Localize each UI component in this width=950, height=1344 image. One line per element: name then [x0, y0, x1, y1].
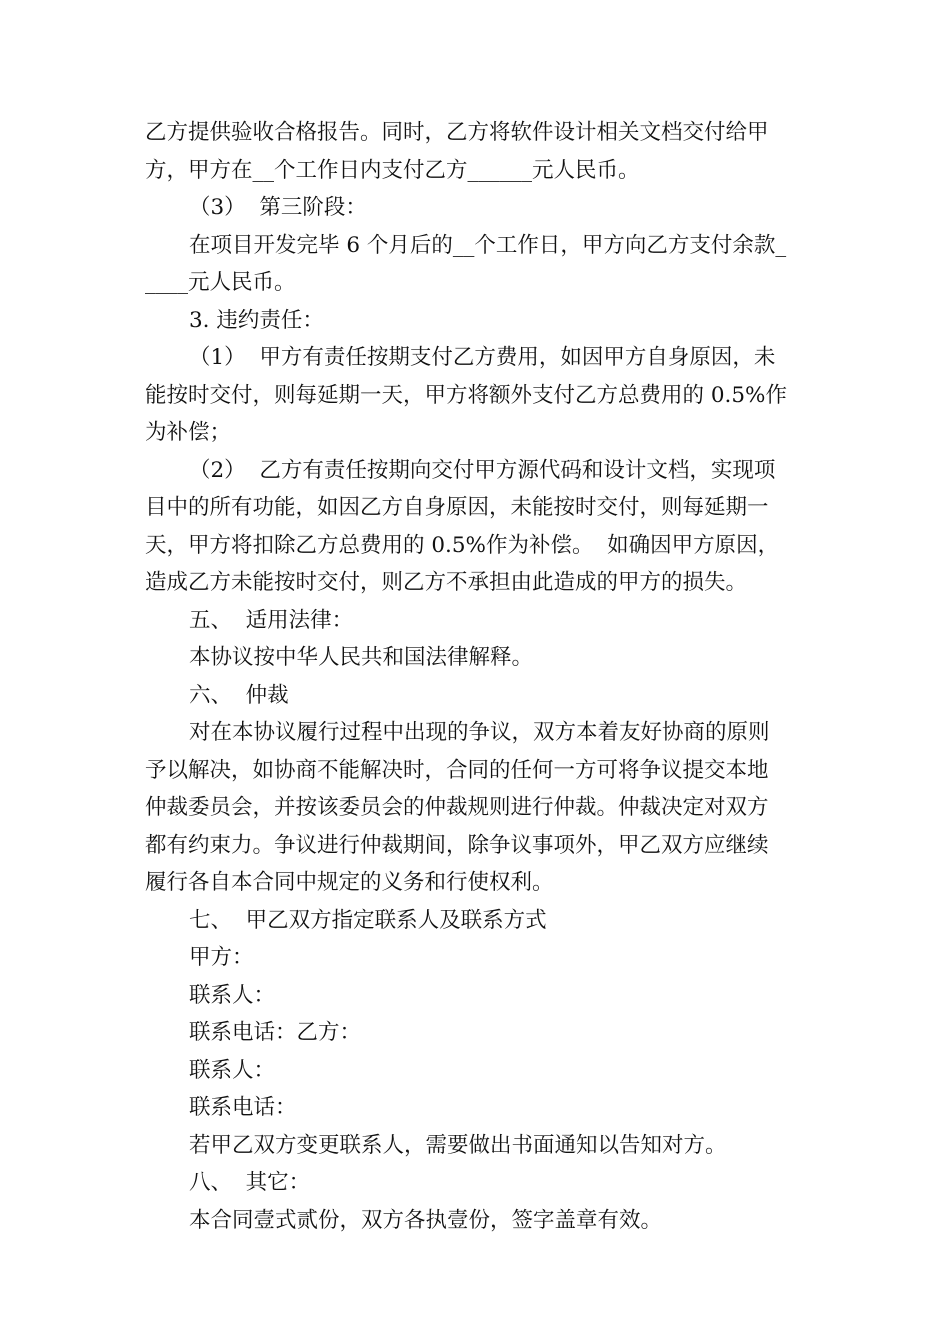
text-line: （2） 乙方有责任按期向交付甲方源代码和设计文档，实现项: [189, 457, 776, 483]
text-line: 都有约束力。争议进行仲裁期间，除争议事项外，甲乙双方应继续: [145, 832, 769, 858]
text-line: 若甲乙双方变更联系人，需要做出书面通知以告知对方。: [189, 1132, 727, 1158]
text-line: ____元人民币。: [145, 270, 296, 295]
text-line: （1） 甲方有责任按期支付乙方费用，如因甲方自身原因，未: [189, 345, 776, 370]
text-line: 予以解决，如协商不能解决时，合同的任何一方可将争议提交本地: [145, 757, 769, 783]
section-heading: 七、 甲乙双方指定联系人及联系方式: [189, 907, 547, 933]
section-heading: 八、 其它：: [189, 1170, 311, 1195]
section-heading: 五、 适用法律：: [189, 607, 354, 633]
contact-field: 联系电话：乙方：: [189, 1020, 362, 1045]
text-line: 在项目开发完毕 6 个月后的__个工作日，甲方向乙方支付余款_: [189, 232, 787, 258]
contact-field: 联系电话：: [189, 1095, 297, 1120]
document-body: [145, 114, 810, 1239]
text-line: 履行各自本合同中规定的义务和行使权利。: [145, 870, 554, 895]
text-line: 方，甲方在__个工作日内支付乙方______元人民币。: [145, 157, 640, 183]
text-line: 目中的所有功能，如因乙方自身原因，未能按时交付，则每延期一: [145, 495, 769, 520]
contact-field: 联系人：: [189, 982, 276, 1008]
text-line: 本协议按中华人民共和国法律解释。: [189, 645, 534, 670]
text-line: 仲裁委员会，并按该委员会的仲裁规则进行仲裁。仲裁决定对双方: [145, 795, 769, 820]
text-line: 对在本协议履行过程中出现的争议，双方本着友好协商的原则: [189, 720, 770, 745]
section-heading: 六、 仲裁: [189, 682, 289, 708]
text-line: 为补偿；: [145, 420, 232, 445]
text-line: 能按时交付，则每延期一天，甲方将额外支付乙方总费用的 0.5%作: [145, 382, 787, 408]
contact-field: 甲方：: [189, 945, 254, 970]
text-line: 天，甲方将扣除乙方总费用的 0.5%作为补偿。 如确因甲方原因，: [145, 532, 780, 558]
contact-field: 联系人：: [189, 1057, 276, 1083]
text-line: 造成乙方未能按时交付，则乙方不承担由此造成的甲方的损失。: [145, 570, 748, 595]
text-line: 乙方提供验收合格报告。同时，乙方将软件设计相关文档交付给甲: [145, 120, 769, 145]
clause-heading: 3. 违约责任：: [189, 307, 324, 333]
stage-heading: （3） 第三阶段：: [189, 195, 367, 220]
text-line: 本合同壹式贰份，双方各执壹份，签字盖章有效。: [189, 1207, 663, 1233]
